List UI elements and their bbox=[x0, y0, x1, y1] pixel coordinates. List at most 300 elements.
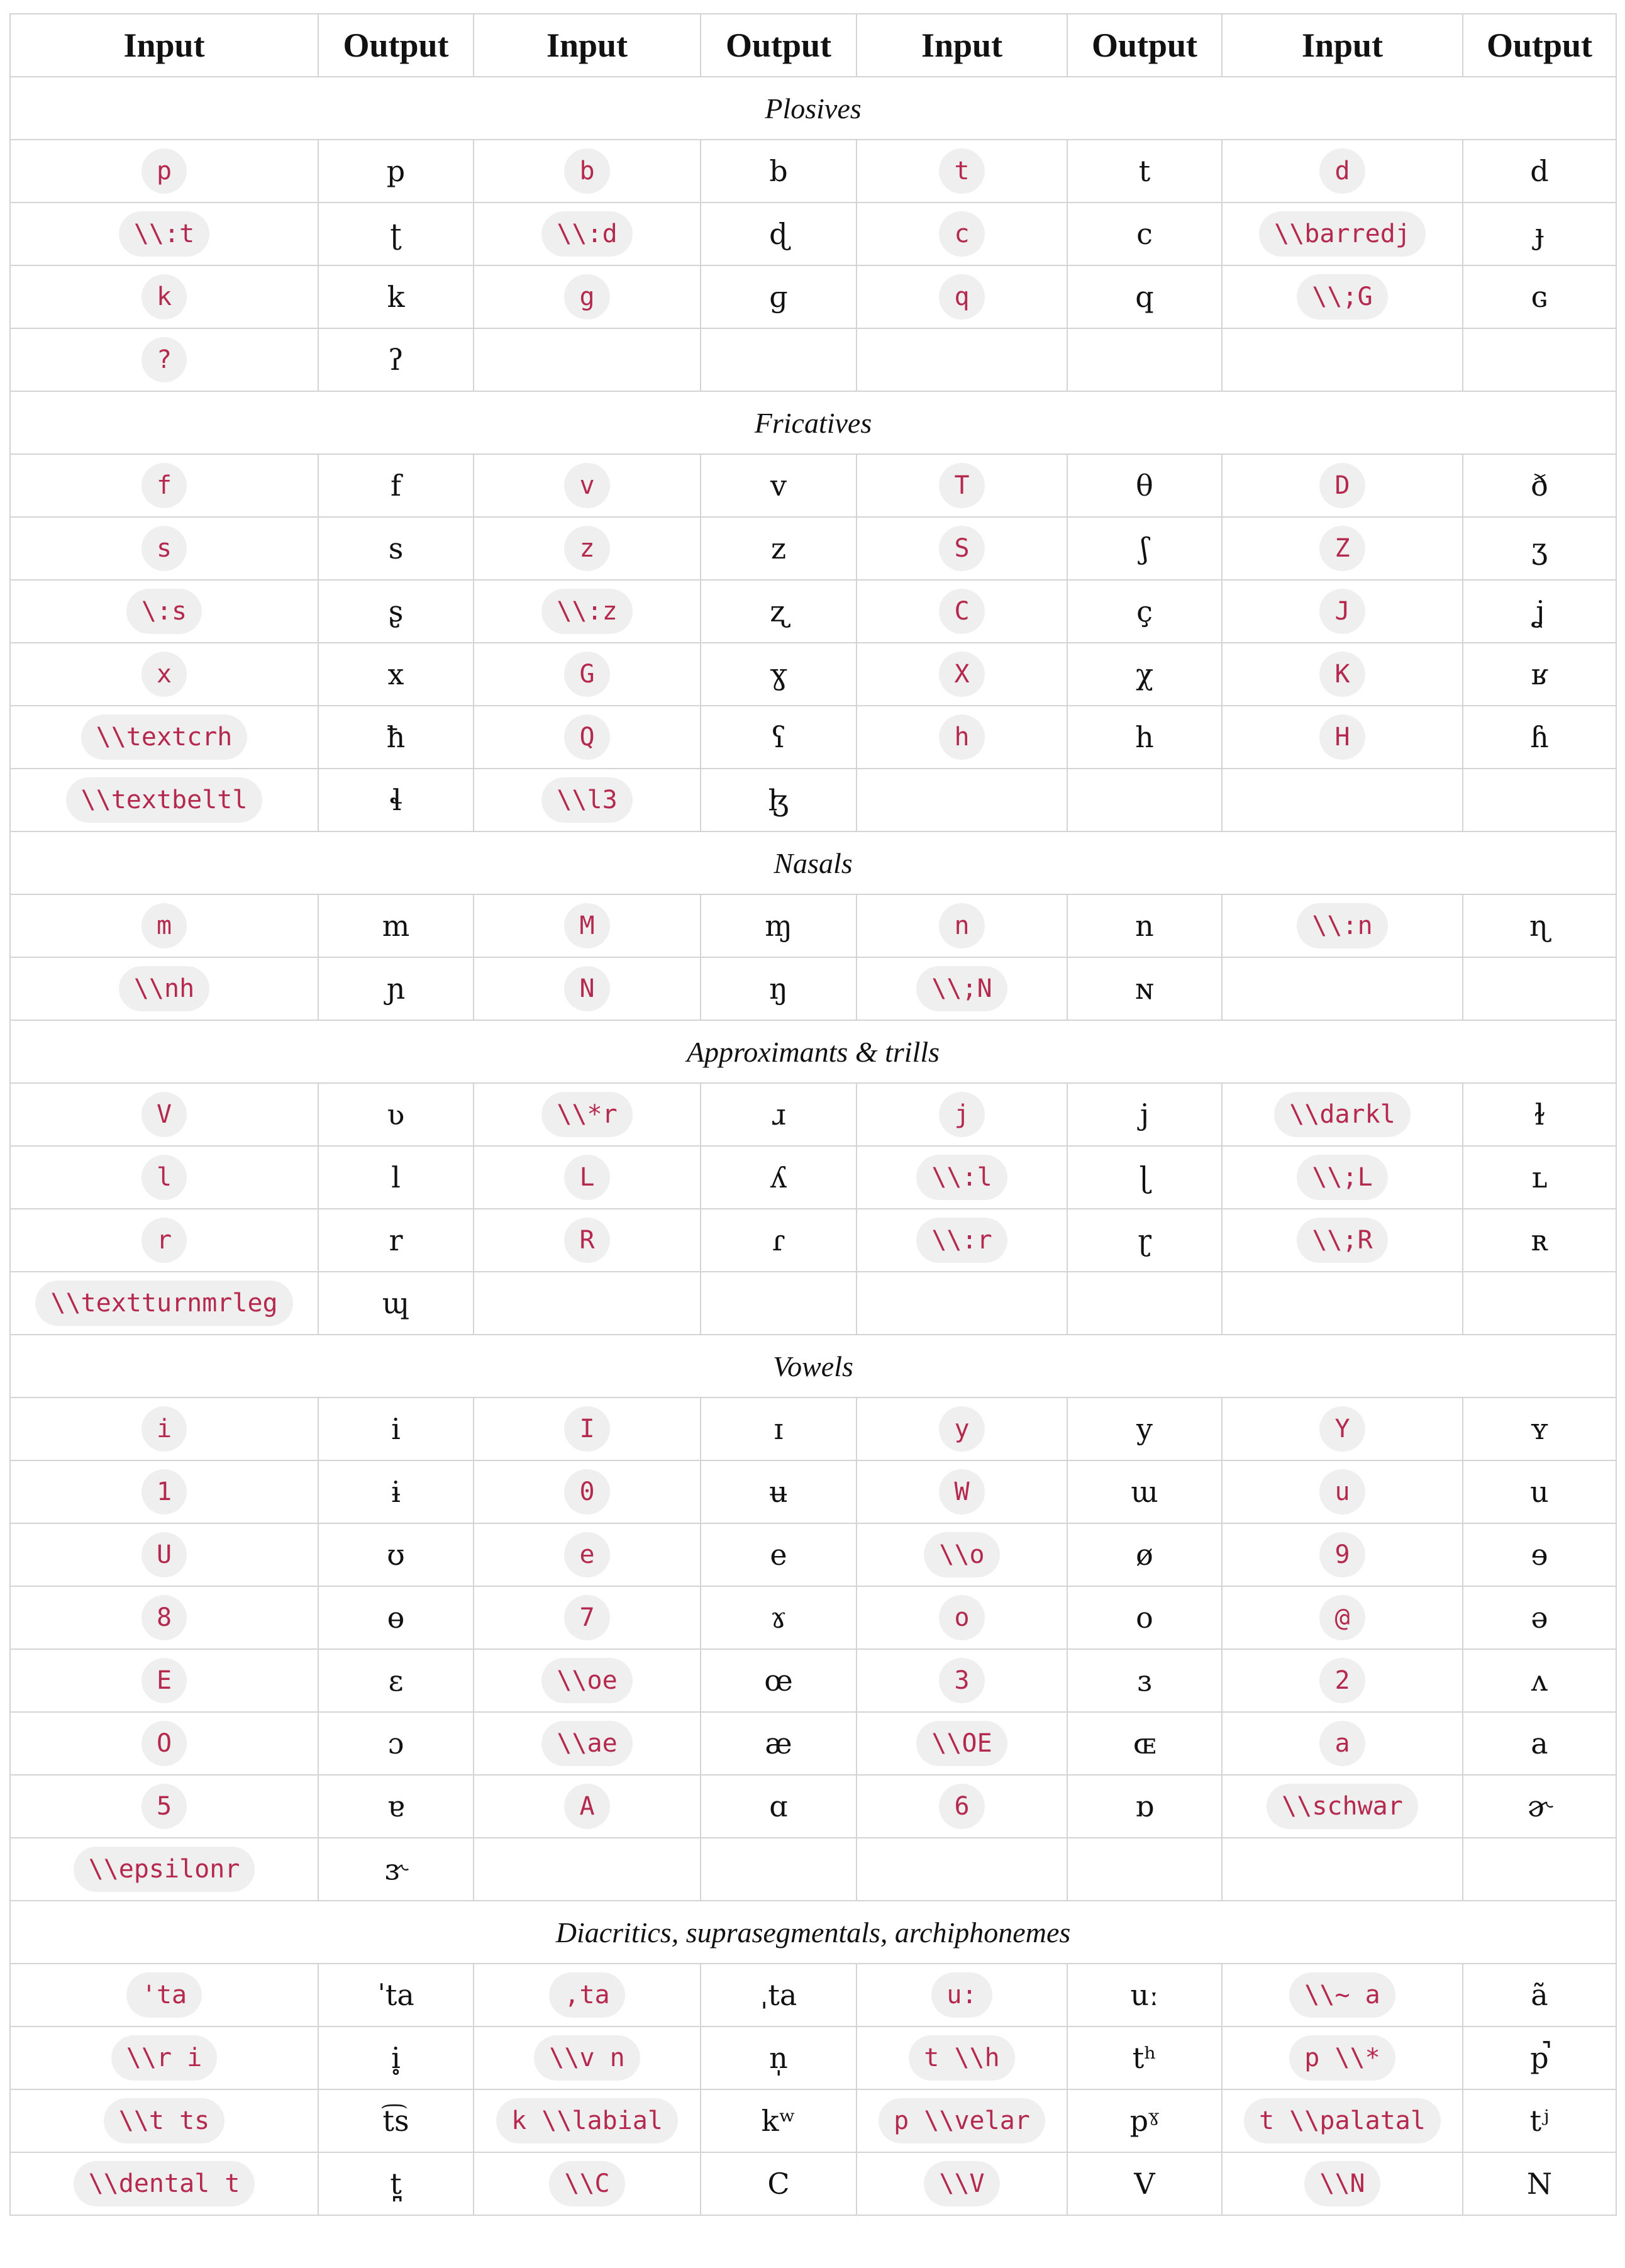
output-cell bbox=[701, 1083, 857, 1146]
input-code: 3 bbox=[939, 1658, 984, 1703]
input-cell bbox=[474, 203, 701, 265]
input-code: q bbox=[939, 274, 984, 320]
input-code: \\v n bbox=[534, 2035, 640, 2081]
table-row bbox=[10, 1838, 1616, 1901]
input-code: 7 bbox=[564, 1595, 609, 1640]
output-cell bbox=[1463, 1964, 1616, 2026]
output-symbol: ˌta bbox=[760, 1978, 797, 2012]
section-title: Plosives bbox=[10, 77, 1616, 140]
input-code: \\:n bbox=[1297, 903, 1387, 948]
input-cell bbox=[10, 706, 318, 769]
table-row bbox=[10, 769, 1616, 831]
output-symbol: ʟ bbox=[1531, 1160, 1548, 1194]
output-symbol: ɵ bbox=[387, 1601, 405, 1635]
input-code: O bbox=[141, 1721, 187, 1766]
input-cell bbox=[857, 769, 1067, 831]
header-input: Input bbox=[1222, 14, 1463, 77]
output-cell bbox=[1463, 1712, 1616, 1775]
input-cell bbox=[10, 203, 318, 265]
input-code: z bbox=[564, 526, 609, 571]
output-cell bbox=[1463, 1649, 1616, 1712]
input-code: u: bbox=[931, 1972, 992, 2018]
input-cell bbox=[474, 1146, 701, 1209]
input-code: \\OE bbox=[916, 1721, 1007, 1766]
input-code: d bbox=[1319, 148, 1365, 194]
input-cell bbox=[10, 1586, 318, 1649]
input-code: U bbox=[141, 1532, 187, 1577]
input-code: R bbox=[564, 1218, 609, 1263]
output-symbol: s bbox=[388, 531, 404, 565]
input-cell bbox=[1222, 454, 1463, 517]
output-cell bbox=[1463, 1272, 1616, 1335]
output-cell bbox=[1067, 454, 1222, 517]
input-code: \\epsilonr bbox=[74, 1847, 255, 1892]
output-cell bbox=[701, 1209, 857, 1272]
table-row bbox=[10, 1398, 1616, 1460]
output-cell bbox=[701, 706, 857, 769]
output-cell bbox=[1463, 1775, 1616, 1838]
input-cell bbox=[474, 1586, 701, 1649]
input-cell bbox=[10, 1209, 318, 1272]
input-code: h bbox=[939, 714, 984, 760]
output-symbol: χ bbox=[1136, 657, 1153, 691]
input-code: 1 bbox=[141, 1469, 187, 1515]
input-code: p \\velar bbox=[879, 2098, 1045, 2143]
input-cell bbox=[474, 1460, 701, 1523]
output-cell bbox=[701, 1398, 857, 1460]
input-cell bbox=[10, 643, 318, 706]
output-symbol: d bbox=[1530, 154, 1549, 188]
input-cell bbox=[474, 1209, 701, 1272]
input-code: N bbox=[564, 966, 609, 1011]
output-symbol: ʋ bbox=[387, 1098, 405, 1131]
input-cell bbox=[1222, 1586, 1463, 1649]
output-symbol: œ bbox=[764, 1664, 793, 1698]
input-cell bbox=[857, 580, 1067, 643]
input-cell bbox=[1222, 1146, 1463, 1209]
input-code: \\*r bbox=[541, 1092, 632, 1137]
input-cell bbox=[10, 1649, 318, 1712]
input-cell bbox=[857, 1586, 1067, 1649]
table-row bbox=[10, 1712, 1616, 1775]
input-cell bbox=[857, 2089, 1067, 2152]
input-code: \\C bbox=[549, 2161, 624, 2206]
input-cell bbox=[1222, 957, 1463, 1020]
output-symbol: ɯ bbox=[1131, 1475, 1158, 1509]
input-cell bbox=[857, 1964, 1067, 2026]
output-cell bbox=[701, 1460, 857, 1523]
output-cell bbox=[1463, 643, 1616, 706]
output-cell bbox=[1067, 1775, 1222, 1838]
output-cell bbox=[1463, 1460, 1616, 1523]
input-code: G bbox=[564, 652, 609, 697]
output-cell bbox=[1067, 1523, 1222, 1586]
output-symbol: ɬ bbox=[389, 783, 402, 817]
input-cell bbox=[857, 1272, 1067, 1335]
table-row bbox=[10, 328, 1616, 391]
input-code: b bbox=[564, 148, 609, 194]
table-row bbox=[10, 203, 1616, 265]
output-cell bbox=[318, 454, 474, 517]
input-code: 'ta bbox=[126, 1972, 202, 2018]
header-input: Input bbox=[10, 14, 318, 77]
output-cell bbox=[1463, 265, 1616, 328]
input-cell bbox=[474, 1523, 701, 1586]
output-cell bbox=[318, 1146, 474, 1209]
output-symbol: ç bbox=[1136, 594, 1153, 628]
input-cell bbox=[857, 1209, 1067, 1272]
input-cell bbox=[1222, 1209, 1463, 1272]
output-symbol: t̪ bbox=[390, 2167, 402, 2201]
output-symbol: V bbox=[1134, 2167, 1155, 2201]
output-cell bbox=[1463, 1838, 1616, 1901]
output-symbol: æ bbox=[765, 1726, 792, 1760]
output-cell bbox=[1463, 2089, 1616, 2152]
output-cell bbox=[318, 1838, 474, 1901]
input-code: v bbox=[564, 463, 609, 508]
input-cell bbox=[857, 1460, 1067, 1523]
output-symbol: y bbox=[1136, 1412, 1153, 1446]
output-cell bbox=[1067, 203, 1222, 265]
input-cell bbox=[1222, 1649, 1463, 1712]
input-cell bbox=[857, 643, 1067, 706]
output-cell bbox=[1067, 140, 1222, 203]
input-cell bbox=[10, 1460, 318, 1523]
output-symbol: n̩ bbox=[769, 2041, 788, 2075]
output-cell bbox=[1067, 1272, 1222, 1335]
output-symbol: ø bbox=[1136, 1538, 1153, 1572]
output-symbol: ʀ bbox=[1531, 1223, 1548, 1257]
input-cell bbox=[857, 1649, 1067, 1712]
input-cell bbox=[857, 1523, 1067, 1586]
input-cell bbox=[474, 580, 701, 643]
input-cell bbox=[1222, 1712, 1463, 1775]
output-cell bbox=[318, 1460, 474, 1523]
input-code: \\textcrh bbox=[81, 714, 248, 760]
input-code: \\o bbox=[924, 1532, 999, 1577]
input-cell bbox=[857, 517, 1067, 580]
input-code: \\oe bbox=[541, 1658, 632, 1703]
output-cell bbox=[318, 203, 474, 265]
table-row bbox=[10, 454, 1616, 517]
input-cell bbox=[857, 1146, 1067, 1209]
input-cell bbox=[857, 265, 1067, 328]
output-cell bbox=[1067, 1209, 1222, 1272]
output-symbol: ɖ bbox=[769, 217, 788, 251]
input-cell bbox=[474, 1712, 701, 1775]
input-code: \\l3 bbox=[541, 777, 632, 823]
table-body bbox=[10, 77, 1616, 2215]
output-cell bbox=[1463, 1209, 1616, 1272]
input-code: Q bbox=[564, 714, 609, 760]
output-cell bbox=[1463, 957, 1616, 1020]
table-row bbox=[10, 1964, 1616, 2026]
header-output: Output bbox=[701, 14, 857, 77]
output-symbol: ɪ bbox=[774, 1412, 784, 1446]
output-symbol: ɚ bbox=[1527, 1789, 1552, 1823]
input-code: A bbox=[564, 1784, 609, 1829]
output-cell bbox=[1067, 1460, 1222, 1523]
output-symbol: ɝ bbox=[384, 1852, 408, 1886]
output-cell bbox=[1067, 643, 1222, 706]
input-cell bbox=[10, 1964, 318, 2026]
output-symbol: ɹ bbox=[771, 1098, 786, 1131]
input-cell bbox=[857, 957, 1067, 1020]
input-cell bbox=[857, 706, 1067, 769]
output-cell bbox=[318, 265, 474, 328]
output-cell bbox=[701, 1586, 857, 1649]
input-cell bbox=[857, 1775, 1067, 1838]
output-cell bbox=[318, 517, 474, 580]
input-cell bbox=[474, 706, 701, 769]
input-cell bbox=[857, 2152, 1067, 2215]
output-cell bbox=[1067, 706, 1222, 769]
input-cell bbox=[10, 1775, 318, 1838]
input-cell bbox=[10, 1083, 318, 1146]
output-cell bbox=[701, 894, 857, 957]
output-symbol: ã bbox=[1531, 1978, 1548, 2012]
table-row bbox=[10, 265, 1616, 328]
output-symbol: p̚ bbox=[1530, 2041, 1549, 2075]
input-code: \\r i bbox=[111, 2035, 217, 2081]
output-cell bbox=[701, 1964, 857, 2026]
input-cell bbox=[1222, 894, 1463, 957]
output-cell bbox=[701, 265, 857, 328]
input-cell bbox=[857, 1398, 1067, 1460]
output-cell bbox=[1463, 328, 1616, 391]
header-output: Output bbox=[1463, 14, 1616, 77]
output-cell bbox=[1067, 265, 1222, 328]
output-symbol: ʊ bbox=[387, 1538, 405, 1572]
input-code: \\dental t bbox=[74, 2161, 255, 2206]
output-cell bbox=[701, 643, 857, 706]
input-code: \\;R bbox=[1297, 1218, 1387, 1263]
output-symbol: ʃ bbox=[1140, 531, 1149, 565]
input-cell bbox=[10, 517, 318, 580]
table-row bbox=[10, 1775, 1616, 1838]
input-code: 9 bbox=[1319, 1532, 1365, 1577]
output-cell bbox=[1463, 769, 1616, 831]
input-cell bbox=[10, 1712, 318, 1775]
output-cell bbox=[318, 140, 474, 203]
input-code: \\schwar bbox=[1267, 1784, 1418, 1829]
output-cell bbox=[1067, 517, 1222, 580]
output-symbol: ɴ bbox=[1135, 972, 1154, 1006]
output-cell bbox=[701, 2152, 857, 2215]
table-row bbox=[10, 643, 1616, 706]
output-symbol: ɑ bbox=[769, 1789, 788, 1823]
input-code: a bbox=[1319, 1721, 1365, 1766]
output-cell bbox=[318, 580, 474, 643]
table-row bbox=[10, 2026, 1616, 2089]
output-cell bbox=[1067, 1586, 1222, 1649]
output-cell bbox=[1463, 517, 1616, 580]
input-cell bbox=[10, 957, 318, 1020]
input-code: y bbox=[939, 1406, 984, 1452]
input-code: \\:z bbox=[541, 589, 632, 634]
input-code: K bbox=[1319, 652, 1365, 697]
section-header-row bbox=[10, 831, 1616, 894]
table-row bbox=[10, 1146, 1616, 1209]
output-cell bbox=[318, 1964, 474, 2026]
output-symbol: i̥ bbox=[391, 2041, 401, 2075]
input-cell bbox=[857, 328, 1067, 391]
output-cell bbox=[318, 2152, 474, 2215]
output-symbol: ʐ bbox=[770, 594, 787, 628]
output-symbol: ʒ bbox=[1531, 531, 1548, 565]
section-header-row bbox=[10, 1020, 1616, 1083]
output-symbol: c bbox=[1136, 217, 1153, 251]
output-symbol: ɣ bbox=[770, 657, 787, 691]
output-cell bbox=[701, 580, 857, 643]
input-code: j bbox=[939, 1092, 984, 1137]
output-cell bbox=[701, 1775, 857, 1838]
input-cell bbox=[10, 2152, 318, 2215]
output-cell bbox=[1463, 1083, 1616, 1146]
input-code: X bbox=[939, 652, 984, 697]
input-cell bbox=[1222, 1964, 1463, 2026]
input-cell bbox=[1222, 706, 1463, 769]
input-code: E bbox=[141, 1658, 187, 1703]
output-cell bbox=[318, 1649, 474, 1712]
output-cell bbox=[1067, 894, 1222, 957]
input-code: o bbox=[939, 1595, 984, 1640]
output-symbol: m bbox=[382, 909, 410, 943]
output-cell bbox=[701, 454, 857, 517]
input-cell bbox=[10, 140, 318, 203]
output-symbol: t͡s bbox=[382, 2104, 409, 2138]
section-header-row bbox=[10, 77, 1616, 140]
input-code: f bbox=[141, 463, 187, 508]
output-cell bbox=[701, 1272, 857, 1335]
section-title: Nasals bbox=[10, 831, 1616, 894]
input-cell bbox=[857, 203, 1067, 265]
output-symbol: ɲ bbox=[386, 972, 406, 1006]
output-cell bbox=[1067, 957, 1222, 1020]
input-cell bbox=[1222, 265, 1463, 328]
input-cell bbox=[857, 140, 1067, 203]
output-symbol: ɡ bbox=[769, 280, 788, 314]
output-cell bbox=[1067, 2152, 1222, 2215]
input-cell bbox=[10, 265, 318, 328]
table-row bbox=[10, 1209, 1616, 1272]
input-code: \\darkl bbox=[1274, 1092, 1411, 1137]
table-row bbox=[10, 140, 1616, 203]
input-cell bbox=[10, 1146, 318, 1209]
output-symbol: p bbox=[386, 154, 406, 188]
output-cell bbox=[1067, 1146, 1222, 1209]
output-symbol: ə bbox=[1531, 1601, 1548, 1635]
output-symbol: ɮ bbox=[768, 783, 789, 817]
input-code: W bbox=[939, 1469, 984, 1515]
input-code: r bbox=[141, 1218, 187, 1263]
input-cell bbox=[474, 1838, 701, 1901]
output-cell bbox=[701, 1146, 857, 1209]
output-cell bbox=[701, 2026, 857, 2089]
output-cell bbox=[701, 140, 857, 203]
output-symbol: h bbox=[1135, 720, 1154, 754]
input-code: M bbox=[564, 903, 609, 948]
output-cell bbox=[1463, 1586, 1616, 1649]
output-symbol: l bbox=[391, 1160, 401, 1194]
output-cell bbox=[1463, 454, 1616, 517]
input-cell bbox=[1222, 1083, 1463, 1146]
input-cell bbox=[10, 769, 318, 831]
output-cell bbox=[318, 1523, 474, 1586]
output-symbol: v bbox=[770, 469, 787, 503]
input-code: 6 bbox=[939, 1784, 984, 1829]
input-code: e bbox=[564, 1532, 609, 1577]
input-cell bbox=[10, 2026, 318, 2089]
output-symbol: ɢ bbox=[1531, 280, 1548, 314]
output-cell bbox=[318, 2026, 474, 2089]
output-cell bbox=[701, 2089, 857, 2152]
output-symbol: θ bbox=[1136, 469, 1153, 503]
output-symbol: f bbox=[390, 469, 402, 503]
table-row bbox=[10, 894, 1616, 957]
input-cell bbox=[474, 1964, 701, 2026]
output-symbol: u bbox=[1530, 1475, 1549, 1509]
output-symbol: C bbox=[767, 2167, 790, 2201]
input-cell bbox=[474, 2089, 701, 2152]
input-code: l bbox=[141, 1155, 187, 1200]
output-cell bbox=[318, 1586, 474, 1649]
input-cell bbox=[1222, 643, 1463, 706]
input-cell bbox=[1222, 769, 1463, 831]
output-symbol: ʂ bbox=[388, 594, 404, 628]
header-row bbox=[10, 14, 1616, 77]
input-cell bbox=[474, 517, 701, 580]
output-symbol: ŋ bbox=[769, 972, 788, 1006]
input-code: \:s bbox=[126, 589, 202, 634]
table-row bbox=[10, 580, 1616, 643]
output-cell bbox=[318, 706, 474, 769]
input-cell bbox=[10, 2089, 318, 2152]
output-cell bbox=[1067, 1083, 1222, 1146]
output-cell bbox=[1463, 894, 1616, 957]
output-cell bbox=[318, 1398, 474, 1460]
section-header-row bbox=[10, 1335, 1616, 1398]
header-input: Input bbox=[857, 14, 1067, 77]
output-symbol: ɤ bbox=[770, 1601, 787, 1635]
input-cell bbox=[474, 140, 701, 203]
input-code: \\nh bbox=[119, 966, 209, 1011]
output-symbol: ɶ bbox=[1133, 1726, 1156, 1760]
table-row bbox=[10, 2152, 1616, 2215]
input-cell bbox=[10, 1398, 318, 1460]
output-symbol: tʰ bbox=[1132, 2041, 1157, 2075]
input-code: s bbox=[141, 526, 187, 571]
output-symbol: ɦ bbox=[1530, 720, 1549, 754]
output-symbol: ɫ bbox=[1534, 1098, 1545, 1131]
output-symbol: o bbox=[1136, 1601, 1153, 1635]
input-code: \\N bbox=[1304, 2161, 1380, 2206]
input-cell bbox=[857, 1083, 1067, 1146]
output-cell bbox=[318, 894, 474, 957]
output-cell bbox=[701, 1838, 857, 1901]
output-cell bbox=[1463, 203, 1616, 265]
output-cell bbox=[318, 1712, 474, 1775]
input-cell bbox=[1222, 1838, 1463, 1901]
input-cell bbox=[474, 328, 701, 391]
input-code: @ bbox=[1319, 1595, 1365, 1640]
input-cell bbox=[1222, 1523, 1463, 1586]
output-symbol: n bbox=[1135, 909, 1154, 943]
output-cell bbox=[1067, 769, 1222, 831]
input-cell bbox=[857, 1838, 1067, 1901]
table-row bbox=[10, 1460, 1616, 1523]
output-cell bbox=[701, 957, 857, 1020]
